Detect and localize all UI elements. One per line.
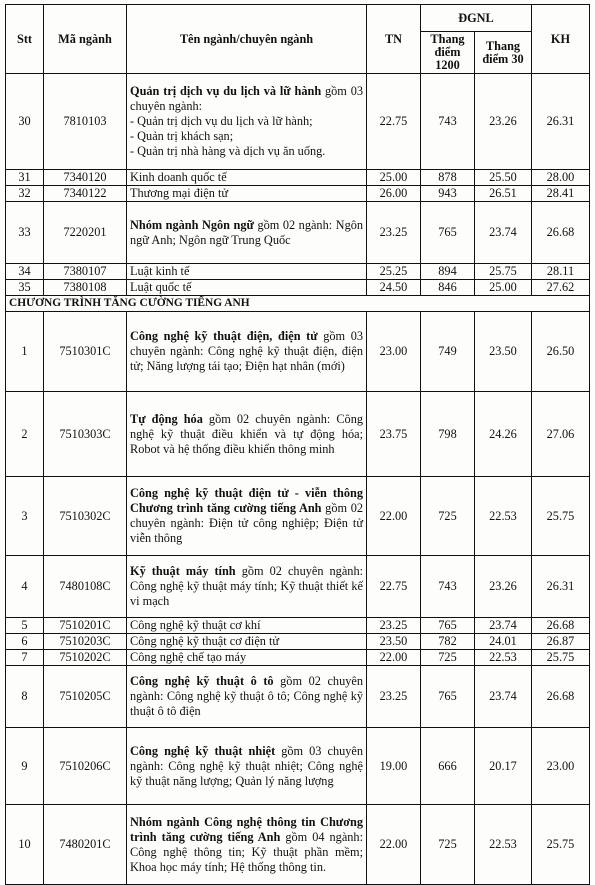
row-tn: 22.75 bbox=[367, 556, 421, 618]
header-row bbox=[6, 5, 590, 32]
row-kh: 26.68 bbox=[532, 618, 590, 634]
header-kh: KH bbox=[532, 5, 590, 74]
row-name-rest: Công nghệ kỹ thuật cơ điện tử bbox=[130, 634, 280, 648]
section-title: CHƯƠNG TRÌNH TĂNG CƯỜNG TIẾNG ANH bbox=[6, 296, 590, 312]
row-kh: 25.75 bbox=[532, 650, 590, 666]
row-stt: 2 bbox=[6, 392, 44, 477]
row-dgnl-30: 23.26 bbox=[475, 74, 532, 170]
row-ten-nganh bbox=[127, 618, 367, 634]
table-row bbox=[6, 618, 590, 634]
row-ten-nganh bbox=[127, 280, 367, 296]
row-name-rest: Luật kinh tế bbox=[130, 264, 190, 278]
row-dgnl-1200: 725 bbox=[421, 805, 475, 885]
row-ma-nganh: 7340122 bbox=[44, 186, 127, 202]
table-body-english bbox=[6, 312, 590, 885]
row-name-bold: Công nghệ kỹ thuật điện, điện tử bbox=[130, 329, 318, 343]
row-kh: 27.62 bbox=[532, 280, 590, 296]
table-row bbox=[6, 280, 590, 296]
row-dgnl-1200: 943 bbox=[421, 186, 475, 202]
row-kh: 25.75 bbox=[532, 477, 590, 556]
header-dgnl: ĐGNL bbox=[421, 5, 532, 32]
row-dgnl-1200: 666 bbox=[421, 728, 475, 805]
row-stt: 35 bbox=[6, 280, 44, 296]
row-tn: 23.25 bbox=[367, 666, 421, 728]
row-name-rest: gồm 02 ngành: Ngôn ngữ Anh; Ngôn ngữ Trung Quốc bbox=[130, 217, 364, 247]
row-dgnl-1200: 798 bbox=[421, 392, 475, 477]
row-stt: 31 bbox=[6, 170, 44, 186]
row-ten-nganh bbox=[127, 74, 367, 170]
row-name-rest: Kinh doanh quốc tế bbox=[130, 170, 227, 184]
row-ma-nganh: 7510302C bbox=[44, 477, 127, 556]
row-name-rest: gồm 03 chuyên ngành: Công nghệ kỹ thuật điện, điện tử; Năng lượng tái tạo; Điện hạt nhân (mới) bbox=[130, 329, 364, 373]
row-dgnl-1200: 743 bbox=[421, 74, 475, 170]
row-name-rest: Luật quốc tế bbox=[130, 280, 192, 294]
row-stt: 34 bbox=[6, 264, 44, 280]
row-name-bold: Công nghệ kỹ thuật nhiệt bbox=[130, 743, 276, 758]
row-ma-nganh: 7220201 bbox=[44, 202, 127, 264]
row-kh: 26.87 bbox=[532, 634, 590, 650]
row-ma-nganh: 7510303C bbox=[44, 392, 127, 477]
row-tn: 22.00 bbox=[367, 650, 421, 666]
row-dgnl-30: 20.17 bbox=[475, 728, 532, 805]
row-kh: 26.31 bbox=[532, 556, 590, 618]
row-stt: 33 bbox=[6, 202, 44, 264]
row-dgnl-1200: 878 bbox=[421, 170, 475, 186]
row-dgnl-1200: 743 bbox=[421, 556, 475, 618]
row-ten-nganh bbox=[127, 650, 367, 666]
row-name-rest: Công nghệ chế tạo máy bbox=[130, 650, 247, 664]
row-name-bold: Nhóm ngành Ngôn ngữ bbox=[130, 217, 254, 232]
row-dgnl-1200: 765 bbox=[421, 666, 475, 728]
row-dgnl-1200: 765 bbox=[421, 202, 475, 264]
header-thang-1200: Thang điểm 1200 bbox=[421, 32, 475, 74]
row-dgnl-1200: 749 bbox=[421, 312, 475, 392]
row-ma-nganh: 7510206C bbox=[44, 728, 127, 805]
row-dgnl-1200: 725 bbox=[421, 477, 475, 556]
row-kh: 27.06 bbox=[532, 392, 590, 477]
row-name-rest: gồm 02 chuyên ngành: Công nghệ kỹ thuật ô tô; Công nghệ kỹ thuật ô tô điện bbox=[130, 674, 363, 718]
row-kh: 26.50 bbox=[532, 312, 590, 392]
row-ma-nganh: 7480108C bbox=[44, 556, 127, 618]
row-ten-nganh bbox=[127, 666, 367, 728]
header-tn: TN bbox=[367, 5, 421, 74]
table-row bbox=[6, 74, 590, 170]
row-stt: 4 bbox=[6, 556, 44, 618]
header-ten-nganh: Tên ngành/chuyên ngành bbox=[127, 5, 367, 74]
table-row bbox=[6, 264, 590, 280]
row-dgnl-30: 25.75 bbox=[475, 264, 532, 280]
row-name-bold: Nhóm ngành Công nghệ thông tin Chương trình tăng cường tiếng Anh bbox=[130, 814, 363, 844]
row-dgnl-30: 22.53 bbox=[475, 805, 532, 885]
row-kh: 28.11 bbox=[532, 264, 590, 280]
row-ten-nganh bbox=[127, 264, 367, 280]
table-row bbox=[6, 186, 590, 202]
row-ten-nganh bbox=[127, 170, 367, 186]
row-dgnl-30: 22.53 bbox=[475, 477, 532, 556]
row-stt: 9 bbox=[6, 728, 44, 805]
row-dgnl-30: 23.74 bbox=[475, 202, 532, 264]
row-ten-nganh bbox=[127, 312, 367, 392]
table-row bbox=[6, 805, 590, 885]
row-tn: 24.50 bbox=[367, 280, 421, 296]
row-ten-nganh bbox=[127, 392, 367, 477]
row-ma-nganh: 7380107 bbox=[44, 264, 127, 280]
row-tn: 19.00 bbox=[367, 728, 421, 805]
row-ten-nganh bbox=[127, 634, 367, 650]
row-kh: 23.00 bbox=[532, 728, 590, 805]
row-ma-nganh: 7510205C bbox=[44, 666, 127, 728]
row-ma-nganh: 7510201C bbox=[44, 618, 127, 634]
table-row bbox=[6, 202, 590, 264]
header-ma-nganh: Mã ngành bbox=[44, 5, 127, 74]
table-row bbox=[6, 556, 590, 618]
table-body-regular bbox=[6, 74, 590, 296]
row-tn: 26.00 bbox=[367, 186, 421, 202]
row-stt: 30 bbox=[6, 74, 44, 170]
row-dgnl-1200: 725 bbox=[421, 650, 475, 666]
row-tn: 23.25 bbox=[367, 618, 421, 634]
table-row bbox=[6, 666, 590, 728]
row-ten-nganh bbox=[127, 202, 367, 264]
row-ten-nganh bbox=[127, 477, 367, 556]
row-dgnl-1200: 894 bbox=[421, 264, 475, 280]
row-kh: 28.41 bbox=[532, 186, 590, 202]
row-tn: 23.50 bbox=[367, 634, 421, 650]
row-dgnl-30: 23.50 bbox=[475, 312, 532, 392]
row-dgnl-30: 23.26 bbox=[475, 556, 532, 618]
row-name-rest: gồm 03 chuyên ngành: Công nghệ kỹ thuật nhiệt; Công nghệ kỹ thuật năng lượng; Quản lý năng lượng bbox=[130, 743, 363, 788]
row-name-rest: gồm 04 ngành: Công nghệ thông tin; Kỹ thuật phần mềm; Khoa học máy tính; Hệ thống thông tin. bbox=[130, 829, 363, 874]
row-tn: 25.00 bbox=[367, 170, 421, 186]
table-row bbox=[6, 312, 590, 392]
row-ma-nganh: 7810103 bbox=[44, 74, 127, 170]
row-name-bold: Tự động hóa bbox=[130, 411, 203, 426]
row-ten-nganh bbox=[127, 186, 367, 202]
row-ma-nganh: 7380108 bbox=[44, 280, 127, 296]
row-dgnl-1200: 765 bbox=[421, 618, 475, 634]
table-row bbox=[6, 650, 590, 666]
row-name-rest: gồm 03 chuyên ngành: bbox=[130, 84, 364, 113]
row-dgnl-1200: 846 bbox=[421, 280, 475, 296]
row-name-line: - Quản trị dịch vụ du lịch và lữ hành; bbox=[130, 114, 313, 128]
row-ma-nganh: 7480201C bbox=[44, 805, 127, 885]
row-ma-nganh: 7510202C bbox=[44, 650, 127, 666]
row-tn: 23.00 bbox=[367, 312, 421, 392]
row-dgnl-30: 22.53 bbox=[475, 650, 532, 666]
header-thang-30: Thang điểm 30 bbox=[475, 32, 532, 74]
row-name-rest: Thương mại điện tử bbox=[130, 186, 229, 200]
row-name-rest: Công nghệ kỹ thuật cơ khí bbox=[130, 618, 261, 632]
row-tn: 25.25 bbox=[367, 264, 421, 280]
row-tn: 23.75 bbox=[367, 392, 421, 477]
row-dgnl-1200: 782 bbox=[421, 634, 475, 650]
row-name-bold: Công nghệ kỹ thuật điện tử - viễn thông Chương trình tăng cường tiếng Anh bbox=[130, 486, 363, 515]
admission-score-table bbox=[5, 4, 590, 885]
row-ma-nganh: 7510203C bbox=[44, 634, 127, 650]
table-row bbox=[6, 170, 590, 186]
row-name-bold: Quản trị dịch vụ du lịch và lữ hành bbox=[130, 84, 322, 98]
row-stt: 6 bbox=[6, 634, 44, 650]
row-kh: 26.68 bbox=[532, 202, 590, 264]
row-dgnl-30: 23.74 bbox=[475, 618, 532, 634]
row-tn: 23.25 bbox=[367, 202, 421, 264]
row-name-bold: Công nghệ kỹ thuật ô tô bbox=[130, 674, 274, 688]
table-row bbox=[6, 634, 590, 650]
row-ma-nganh: 7340120 bbox=[44, 170, 127, 186]
row-stt: 10 bbox=[6, 805, 44, 885]
table-row bbox=[6, 392, 590, 477]
row-name-bold: Kỹ thuật máy tính bbox=[130, 564, 236, 578]
row-dgnl-30: 23.74 bbox=[475, 666, 532, 728]
row-dgnl-30: 24.01 bbox=[475, 634, 532, 650]
row-ten-nganh bbox=[127, 805, 367, 885]
row-kh: 28.00 bbox=[532, 170, 590, 186]
table-body-section bbox=[6, 296, 590, 312]
row-ma-nganh: 7510301C bbox=[44, 312, 127, 392]
row-tn: 22.75 bbox=[367, 74, 421, 170]
row-name-rest: gồm 02 chuyên ngành: Công nghệ kỹ thuật điều khiển và tự động hóa; Robot và hệ thống điều khiển thông minh bbox=[130, 411, 363, 456]
section-row bbox=[6, 296, 590, 312]
row-stt: 8 bbox=[6, 666, 44, 728]
row-dgnl-30: 25.00 bbox=[475, 280, 532, 296]
table-row bbox=[6, 477, 590, 556]
row-kh: 26.31 bbox=[532, 74, 590, 170]
row-tn: 22.00 bbox=[367, 805, 421, 885]
row-dgnl-30: 25.50 bbox=[475, 170, 532, 186]
row-stt: 3 bbox=[6, 477, 44, 556]
row-stt: 5 bbox=[6, 618, 44, 634]
row-stt: 7 bbox=[6, 650, 44, 666]
row-ten-nganh bbox=[127, 728, 367, 805]
header-stt: Stt bbox=[6, 5, 44, 74]
row-tn: 22.00 bbox=[367, 477, 421, 556]
row-kh: 25.75 bbox=[532, 805, 590, 885]
row-stt: 1 bbox=[6, 312, 44, 392]
row-name-line: - Quản trị nhà hàng và dịch vụ ăn uống. bbox=[130, 144, 326, 158]
row-dgnl-30: 26.51 bbox=[475, 186, 532, 202]
row-ten-nganh bbox=[127, 556, 367, 618]
table-row bbox=[6, 728, 590, 805]
row-name-rest: gồm 02 chuyên ngành: Điện tử công nghiệp; Điện tử viễn thông bbox=[130, 501, 363, 545]
row-name-line: - Quản trị khách sạn; bbox=[130, 129, 234, 143]
row-kh: 26.68 bbox=[532, 666, 590, 728]
row-name-rest: gồm 02 chuyên ngành: Công nghệ kỹ thuật máy tính; Kỹ thuật thiết kế vi mạch bbox=[130, 564, 364, 608]
row-dgnl-30: 24.26 bbox=[475, 392, 532, 477]
row-stt: 32 bbox=[6, 186, 44, 202]
